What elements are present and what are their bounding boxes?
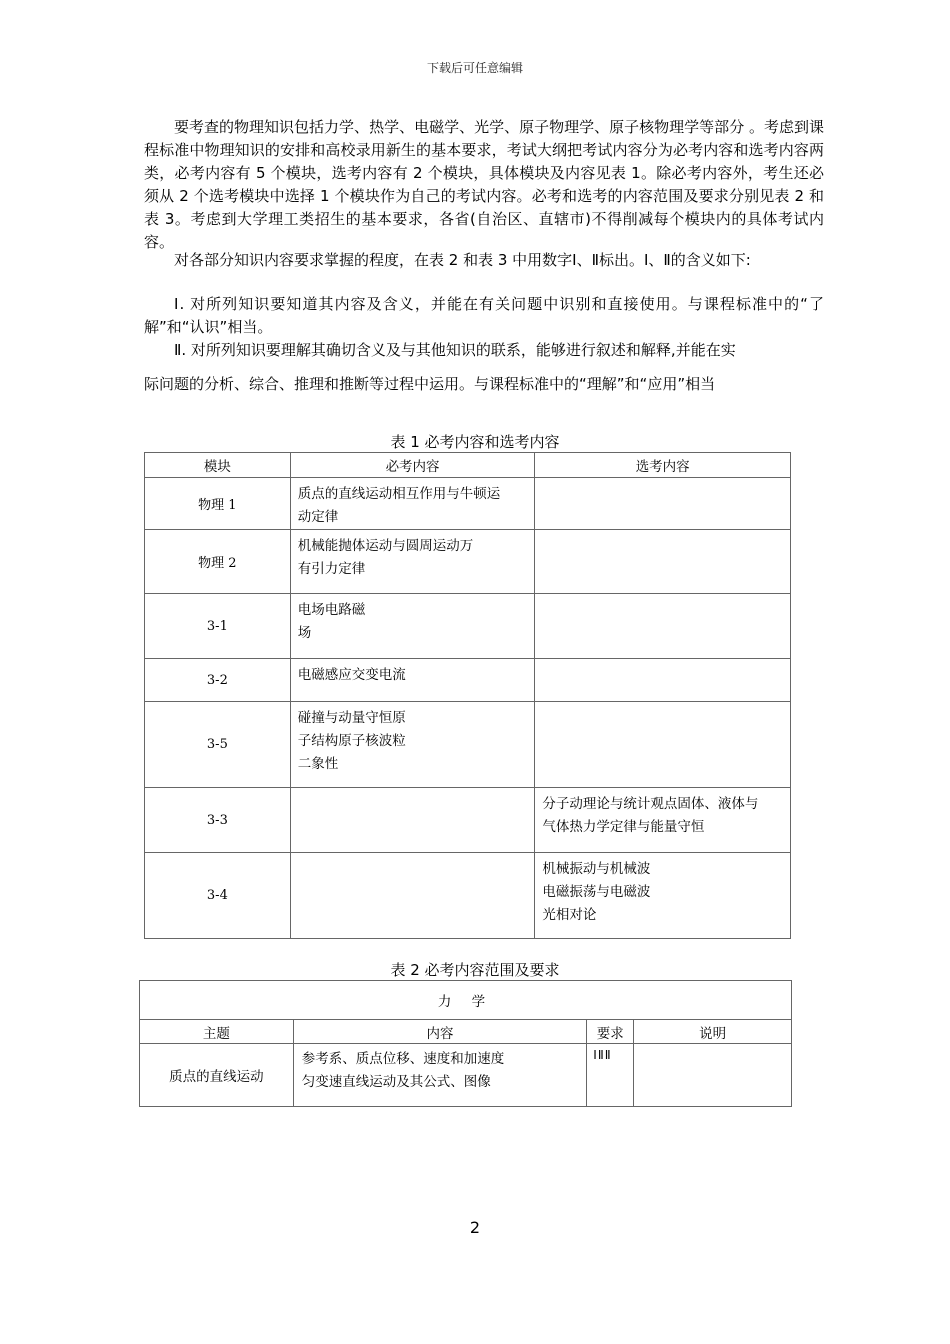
required-line: 电场电路磁 [297,602,366,618]
module-cell: 3-3 [145,788,291,853]
table1-caption: 表 1 必考内容和选考内容 [390,433,560,451]
elective-line: 分子动理论与统计观点固体、液体与 [542,796,759,812]
requirement-cell: ⅠⅡⅡ [587,1044,634,1107]
elective-line: 电磁振荡与电磁波 [542,884,651,900]
required-cell [290,594,535,659]
content-line: 参考系、质点位移、速度和加速度 [301,1051,505,1067]
required-line: 子结构原子核波粒 [297,733,406,749]
elective-line: 光相对论 [542,907,597,923]
content-cell [293,1044,587,1107]
module-cell: 3-4 [145,853,291,939]
module-cell: 3-5 [145,702,291,788]
required-line: 质点的直线运动相互作用与牛顿运 [297,486,501,502]
required-cell [290,659,535,702]
table-header-row [140,1020,792,1044]
table-header-row [145,453,791,478]
required-line: 二象性 [297,756,339,772]
table-row [145,478,791,530]
table-row [145,594,791,659]
elective-line: 气体热力学定律与能量守恒 [542,819,705,835]
required-line: 场 [297,625,312,641]
table2-caption: 表 2 必考内容范围及要求 [390,961,560,979]
table-row [140,1044,792,1107]
elective-cell [535,788,791,853]
table-row [145,788,791,853]
elective-line: 机械振动与机械波 [542,861,651,877]
required-line: 机械能抛体运动与圆周运动万 [297,538,474,554]
elective-cell [535,594,791,659]
level-two-definition: Ⅱ. 对所列知识要理解其确切含义及与其他知识的联系，能够进行叙述和解释,并能在实 [174,341,736,359]
header-topic: 主题 [140,1020,294,1044]
module-table [144,452,791,939]
required-cell [290,702,535,788]
module-cell: 物理 2 [145,530,291,594]
section-row [140,981,792,1020]
elective-cell [535,702,791,788]
level-one-definition: Ⅰ. 对所列知识要知道其内容及含义，并能在有关问题中识别和直接使用。与课程标准中的“了解”和“认识”相当。 [144,295,824,336]
required-line: 有引力定律 [297,561,366,577]
page-number: 2 [469,1218,481,1237]
elective-cell [535,659,791,702]
required-cell [290,788,535,853]
required-cell [290,853,535,939]
header-required: 必考内容 [290,453,535,478]
table-row [145,702,791,788]
header-requirement: 要求 [587,1020,634,1044]
table-row [145,659,791,702]
elective-cell [535,853,791,939]
intro-paragraph: 要考查的物理知识包括力学、热学、电磁学、光学、原子物理学、原子核物理学等部分 。考虑到课程标准中物理知识的安排和高校录用新生的基本要求，考试大纲把考试内容分为必考内容和选考内容两类，必考内容有 5 个模块，选考内容有 2 个模块，具体模块及内容见表 1。除必考内容外，考生还必须从 2 个选考模块中选择 1 个模块作为自己的考试内容。必考和选考的内容范围及要求分别见表 2 和表 3。考虑到大学理工类招生的基本要求，各省(自治区、直辖市)不得削减每个模块内的具体考试内容。 [144,118,824,251]
required-line: 动定律 [297,509,339,525]
module-cell: 3-1 [145,594,291,659]
module-cell: 物理 1 [145,478,291,530]
required-cell [290,478,535,530]
header-content: 内容 [293,1020,587,1044]
level-paragraph: 对各部分知识内容要求掌握的程度，在表 2 和表 3 中用数字Ⅰ、Ⅱ标出。Ⅰ、Ⅱ的含义如下: [174,251,751,269]
section-title: 力 学 [140,981,792,1020]
table-row [145,853,791,939]
elective-cell [535,530,791,594]
elective-cell [535,478,791,530]
header-note: 说明 [634,1020,792,1044]
required-cell [290,530,535,594]
content-line: 匀变速直线运动及其公式、图像 [301,1074,491,1090]
required-line: 碰撞与动量守恒原 [297,710,406,726]
level-two-definition-cont: 际问题的分析、综合、推理和推断等过程中运用。与课程标准中的“理解”和“应用”相当 [144,375,716,393]
header-elective: 选考内容 [535,453,791,478]
module-cell: 3-2 [145,659,291,702]
required-line: 电磁感应交变电流 [297,667,406,683]
requirements-table [139,980,792,1107]
page-header: 下载后可任意编辑 [426,61,523,75]
note-cell [634,1044,792,1107]
header-module: 模块 [145,453,291,478]
table-row [145,530,791,594]
topic-cell: 质点的直线运动 [140,1044,294,1107]
